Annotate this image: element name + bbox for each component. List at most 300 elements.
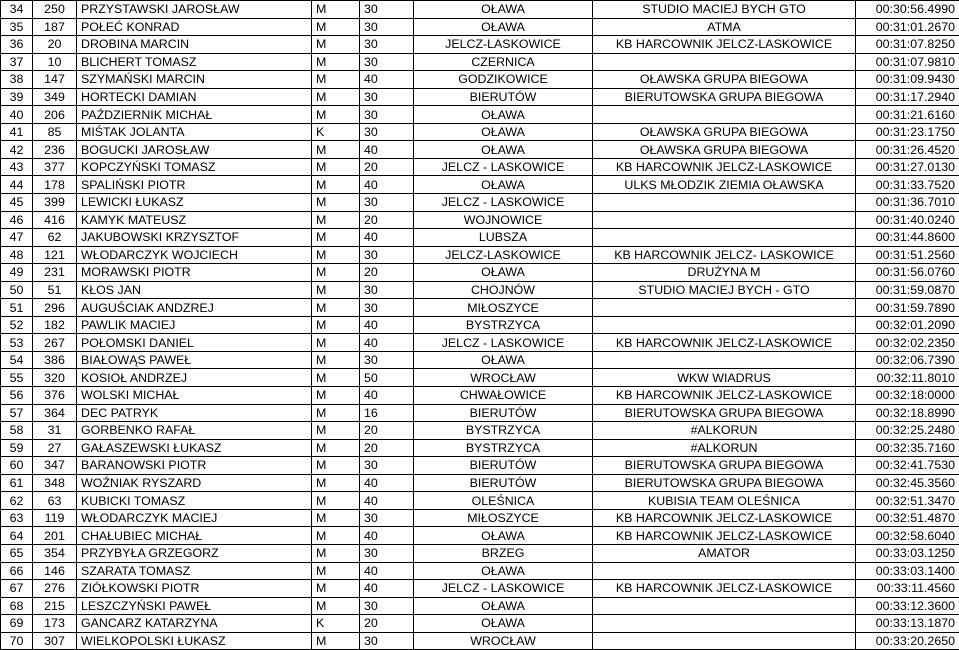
age-category-cell: 30 (360, 246, 414, 264)
finish-time-cell: 00:31:36.7010 (856, 194, 959, 212)
runner-name-cell: SZYMAŃSKI MARCIN (77, 71, 312, 89)
finish-time-cell: 00:31:17.2940 (856, 88, 959, 106)
finish-time-cell: 00:31:44.8600 (856, 229, 959, 247)
place-cell: 50 (1, 281, 33, 299)
gender-cell: M (312, 194, 360, 212)
bib-number-cell: 146 (33, 562, 77, 580)
runner-name-cell: AUGUŚCIAK ANDZREJ (77, 299, 312, 317)
runner-name-cell: BARANOWSKI PIOTR (77, 457, 312, 475)
finish-time-cell: 00:32:58.6040 (856, 527, 959, 545)
place-cell: 57 (1, 404, 33, 422)
place-cell: 55 (1, 369, 33, 387)
age-category-cell: 30 (360, 1, 414, 19)
table-row (1, 544, 959, 562)
place-cell: 54 (1, 351, 33, 369)
bib-number-cell: 307 (33, 632, 77, 650)
finish-time-cell: 00:32:02.2350 (856, 334, 959, 352)
table-row (1, 106, 959, 124)
runner-name-cell: ZIÓŁKOWSKI PIOTR (77, 580, 312, 598)
place-cell: 65 (1, 544, 33, 562)
bib-number-cell: 376 (33, 387, 77, 405)
place-cell: 59 (1, 439, 33, 457)
runner-name-cell: GANCARZ KATARZYNA (77, 615, 312, 633)
bib-number-cell: 119 (33, 509, 77, 527)
place-cell: 46 (1, 211, 33, 229)
table-row (1, 404, 959, 422)
place-cell: 48 (1, 246, 33, 264)
gender-cell: M (312, 492, 360, 510)
age-category-cell: 20 (360, 439, 414, 457)
place-cell: 35 (1, 18, 33, 36)
club-cell: AMATOR (593, 544, 856, 562)
gender-cell: M (312, 53, 360, 71)
gender-cell: K (312, 615, 360, 633)
table-row (1, 351, 959, 369)
bib-number-cell: 386 (33, 351, 77, 369)
runner-name-cell: BOGUCKI JAROSŁAW (77, 141, 312, 159)
table-row (1, 422, 959, 440)
place-cell: 38 (1, 71, 33, 89)
place-cell: 69 (1, 615, 33, 633)
city-cell: BYSTRZYCA (414, 439, 593, 457)
club-cell: KB HARCOWNIK JELCZ- LASKOWICE (593, 246, 856, 264)
place-cell: 41 (1, 123, 33, 141)
city-cell: JELCZ - LASKOWICE (414, 158, 593, 176)
bib-number-cell: 85 (33, 123, 77, 141)
table-row (1, 387, 959, 405)
place-cell: 63 (1, 509, 33, 527)
table-row (1, 509, 959, 527)
table-row (1, 1, 959, 19)
runner-name-cell: KOSIOŁ ANDRZEJ (77, 369, 312, 387)
runner-name-cell: GAŁASZEWSKI ŁUKASZ (77, 439, 312, 457)
city-cell: OŁAWA (414, 1, 593, 19)
city-cell: JELCZ - LASKOWICE (414, 334, 593, 352)
club-cell: OŁAWSKA GRUPA BIEGOWA (593, 71, 856, 89)
table-row (1, 264, 959, 282)
age-category-cell: 40 (360, 580, 414, 598)
gender-cell: M (312, 580, 360, 598)
finish-time-cell: 00:31:27.0130 (856, 158, 959, 176)
city-cell: BRZEG (414, 544, 593, 562)
table-row (1, 299, 959, 317)
club-cell: KB HARCOWNIK JELCZ-LASKOWICE (593, 36, 856, 54)
table-row (1, 580, 959, 598)
finish-time-cell: 00:31:21.6160 (856, 106, 959, 124)
age-category-cell: 40 (360, 141, 414, 159)
gender-cell: M (312, 264, 360, 282)
club-cell (593, 562, 856, 580)
runner-name-cell: SZARATA TOMASZ (77, 562, 312, 580)
place-cell: 34 (1, 1, 33, 19)
bib-number-cell: 231 (33, 264, 77, 282)
place-cell: 36 (1, 36, 33, 54)
table-row (1, 439, 959, 457)
runner-name-cell: HORTECKI DAMIAN (77, 88, 312, 106)
gender-cell: M (312, 632, 360, 650)
place-cell: 44 (1, 176, 33, 194)
club-cell: WKW WIADRUS (593, 369, 856, 387)
runner-name-cell: BLICHERT TOMASZ (77, 53, 312, 71)
city-cell: OŁAWA (414, 18, 593, 36)
gender-cell: M (312, 439, 360, 457)
club-cell: ULKS MŁODZIK ZIEMIA OŁAWSKA (593, 176, 856, 194)
finish-time-cell: 00:31:59.7890 (856, 299, 959, 317)
gender-cell: M (312, 527, 360, 545)
club-cell (593, 351, 856, 369)
age-category-cell: 20 (360, 211, 414, 229)
table-row (1, 316, 959, 334)
age-category-cell: 30 (360, 351, 414, 369)
place-cell: 39 (1, 88, 33, 106)
bib-number-cell: 296 (33, 299, 77, 317)
finish-time-cell: 00:32:35.7160 (856, 439, 959, 457)
finish-time-cell: 00:31:23.1750 (856, 123, 959, 141)
age-category-cell: 30 (360, 123, 414, 141)
age-category-cell: 30 (360, 106, 414, 124)
place-cell: 62 (1, 492, 33, 510)
finish-time-cell: 00:32:51.4870 (856, 509, 959, 527)
table-row (1, 229, 959, 247)
city-cell: JELCZ - LASKOWICE (414, 194, 593, 212)
finish-time-cell: 00:32:01.2090 (856, 316, 959, 334)
age-category-cell: 30 (360, 88, 414, 106)
table-row (1, 53, 959, 71)
runner-name-cell: KŁOS JAN (77, 281, 312, 299)
table-row (1, 88, 959, 106)
gender-cell: M (312, 369, 360, 387)
age-category-cell: 16 (360, 404, 414, 422)
age-category-cell: 20 (360, 615, 414, 633)
table-row (1, 334, 959, 352)
place-cell: 47 (1, 229, 33, 247)
age-category-cell: 30 (360, 544, 414, 562)
gender-cell: M (312, 229, 360, 247)
table-row (1, 492, 959, 510)
age-category-cell: 30 (360, 632, 414, 650)
city-cell: CHWAŁOWICE (414, 387, 593, 405)
finish-time-cell: 00:31:01.2670 (856, 18, 959, 36)
club-cell: KB HARCOWNIK JELCZ-LASKOWICE (593, 387, 856, 405)
city-cell: OLEŚNICA (414, 492, 593, 510)
finish-time-cell: 00:31:26.4520 (856, 141, 959, 159)
city-cell: OŁAWA (414, 106, 593, 124)
gender-cell: M (312, 176, 360, 194)
gender-cell: M (312, 422, 360, 440)
runner-name-cell: LEWICKI ŁUKASZ (77, 194, 312, 212)
bib-number-cell: 364 (33, 404, 77, 422)
bib-number-cell: 354 (33, 544, 77, 562)
runner-name-cell: WIELKOPOLSKI ŁUKASZ (77, 632, 312, 650)
table-row (1, 141, 959, 159)
finish-time-cell: 00:32:18:0000 (856, 387, 959, 405)
city-cell: OŁAWA (414, 176, 593, 194)
place-cell: 58 (1, 422, 33, 440)
finish-time-cell: 00:32:18.8990 (856, 404, 959, 422)
bib-number-cell: 31 (33, 422, 77, 440)
city-cell: BIERUTÓW (414, 404, 593, 422)
bib-number-cell: 215 (33, 597, 77, 615)
age-category-cell: 30 (360, 194, 414, 212)
runner-name-cell: SPALIŃSKI PIOTR (77, 176, 312, 194)
finish-time-cell: 00:31:07.8250 (856, 36, 959, 54)
club-cell (593, 632, 856, 650)
finish-time-cell: 00:33:03.1250 (856, 544, 959, 562)
club-cell: OŁAWSKA GRUPA BIEGOWA (593, 141, 856, 159)
place-cell: 67 (1, 580, 33, 598)
table-row (1, 194, 959, 212)
club-cell (593, 229, 856, 247)
gender-cell: M (312, 1, 360, 19)
runner-name-cell: MORAWSKI PIOTR (77, 264, 312, 282)
city-cell: JELCZ - LASKOWICE (414, 580, 593, 598)
city-cell: JELCZ-LASKOWICE (414, 36, 593, 54)
club-cell (593, 53, 856, 71)
city-cell: CHOJNÓW (414, 281, 593, 299)
age-category-cell: 40 (360, 387, 414, 405)
age-category-cell: 30 (360, 281, 414, 299)
finish-time-cell: 00:33:20.2650 (856, 632, 959, 650)
bib-number-cell: 27 (33, 439, 77, 457)
bib-number-cell: 399 (33, 194, 77, 212)
results-body (1, 1, 959, 650)
city-cell: OŁAWA (414, 351, 593, 369)
place-cell: 60 (1, 457, 33, 475)
club-cell: #ALKORUN (593, 439, 856, 457)
club-cell: BIERUTOWSKA GRUPA BIEGOWA (593, 88, 856, 106)
club-cell: OŁAWSKA GRUPA BIEGOWA (593, 123, 856, 141)
age-category-cell: 50 (360, 369, 414, 387)
runner-name-cell: PAWLIK MACIEJ (77, 316, 312, 334)
age-category-cell: 30 (360, 36, 414, 54)
age-category-cell: 30 (360, 457, 414, 475)
gender-cell: M (312, 404, 360, 422)
gender-cell: M (312, 88, 360, 106)
bib-number-cell: 182 (33, 316, 77, 334)
runner-name-cell: WOLSKI MICHAŁ (77, 387, 312, 405)
city-cell: OŁAWA (414, 264, 593, 282)
bib-number-cell: 62 (33, 229, 77, 247)
table-row (1, 158, 959, 176)
gender-cell: M (312, 281, 360, 299)
place-cell: 56 (1, 387, 33, 405)
table-row (1, 71, 959, 89)
club-cell: KB HARCOWNIK JELCZ-LASKOWICE (593, 527, 856, 545)
city-cell: OŁAWA (414, 597, 593, 615)
table-row (1, 615, 959, 633)
city-cell: WROCŁAW (414, 632, 593, 650)
bib-number-cell: 173 (33, 615, 77, 633)
table-row (1, 457, 959, 475)
city-cell: BIERUTÓW (414, 457, 593, 475)
club-cell: STUDIO MACIEJ BYCH GTO (593, 1, 856, 19)
age-category-cell: 40 (360, 562, 414, 580)
table-row (1, 369, 959, 387)
finish-time-cell: 00:33:13.1870 (856, 615, 959, 633)
gender-cell: M (312, 299, 360, 317)
bib-number-cell: 377 (33, 158, 77, 176)
table-row (1, 123, 959, 141)
bib-number-cell: 348 (33, 474, 77, 492)
club-cell: KUBISIA TEAM OLEŚNICA (593, 492, 856, 510)
age-category-cell: 40 (360, 229, 414, 247)
gender-cell: M (312, 36, 360, 54)
table-row (1, 632, 959, 650)
place-cell: 43 (1, 158, 33, 176)
gender-cell: M (312, 71, 360, 89)
club-cell: BIERUTOWSKA GRUPA BIEGOWA (593, 457, 856, 475)
runner-name-cell: LESZCZYŃSKI PAWEŁ (77, 597, 312, 615)
place-cell: 53 (1, 334, 33, 352)
finish-time-cell: 00:31:40.0240 (856, 211, 959, 229)
gender-cell: M (312, 474, 360, 492)
place-cell: 64 (1, 527, 33, 545)
finish-time-cell: 00:33:03.1400 (856, 562, 959, 580)
runner-name-cell: JAKUBOWSKI KRZYSZTOF (77, 229, 312, 247)
age-category-cell: 40 (360, 527, 414, 545)
bib-number-cell: 20 (33, 36, 77, 54)
bib-number-cell: 51 (33, 281, 77, 299)
place-cell: 37 (1, 53, 33, 71)
gender-cell: M (312, 211, 360, 229)
club-cell: #ALKORUN (593, 422, 856, 440)
city-cell: GODZIKOWICE (414, 71, 593, 89)
club-cell (593, 299, 856, 317)
age-category-cell: 20 (360, 158, 414, 176)
gender-cell: M (312, 387, 360, 405)
club-cell: KB HARCOWNIK JELCZ-LASKOWICE (593, 158, 856, 176)
city-cell: CZERNICA (414, 53, 593, 71)
gender-cell: M (312, 246, 360, 264)
age-category-cell: 20 (360, 264, 414, 282)
bib-number-cell: 347 (33, 457, 77, 475)
bib-number-cell: 416 (33, 211, 77, 229)
table-row (1, 597, 959, 615)
club-cell: KB HARCOWNIK JELCZ-LASKOWICE (593, 580, 856, 598)
city-cell: LUBSZA (414, 229, 593, 247)
table-row (1, 562, 959, 580)
city-cell: BYSTRZYCA (414, 316, 593, 334)
age-category-cell: 40 (360, 474, 414, 492)
club-cell: STUDIO MACIEJ BYCH - GTO (593, 281, 856, 299)
place-cell: 61 (1, 474, 33, 492)
table-row (1, 211, 959, 229)
gender-cell: M (312, 141, 360, 159)
finish-time-cell: 00:32:25.2480 (856, 422, 959, 440)
runner-name-cell: POŁEĆ KONRAD (77, 18, 312, 36)
runner-name-cell: WŁODARCZYK MACIEJ (77, 509, 312, 527)
place-cell: 70 (1, 632, 33, 650)
runner-name-cell: DROBINA MARCIN (77, 36, 312, 54)
city-cell: BYSTRZYCA (414, 422, 593, 440)
finish-time-cell: 00:31:33.7520 (856, 176, 959, 194)
bib-number-cell: 250 (33, 1, 77, 19)
finish-time-cell: 00:33:11.4560 (856, 580, 959, 598)
table-row (1, 36, 959, 54)
age-category-cell: 30 (360, 53, 414, 71)
place-cell: 49 (1, 264, 33, 282)
table-row (1, 527, 959, 545)
age-category-cell: 40 (360, 492, 414, 510)
runner-name-cell: WŁODARCZYK WOJCIECH (77, 246, 312, 264)
gender-cell: M (312, 351, 360, 369)
city-cell: WROCŁAW (414, 369, 593, 387)
bib-number-cell: 349 (33, 88, 77, 106)
place-cell: 42 (1, 141, 33, 159)
runner-name-cell: POŁOMSKI DANIEL (77, 334, 312, 352)
finish-time-cell: 00:32:11.8010 (856, 369, 959, 387)
gender-cell: M (312, 562, 360, 580)
city-cell: OŁAWA (414, 141, 593, 159)
place-cell: 52 (1, 316, 33, 334)
finish-time-cell: 00:31:09.9430 (856, 71, 959, 89)
city-cell: MIŁOSZYCE (414, 299, 593, 317)
club-cell (593, 106, 856, 124)
bib-number-cell: 63 (33, 492, 77, 510)
club-cell: BIERUTOWSKA GRUPA BIEGOWA (593, 474, 856, 492)
table-row (1, 176, 959, 194)
runner-name-cell: WOŹNIAK RYSZARD (77, 474, 312, 492)
bib-number-cell: 147 (33, 71, 77, 89)
age-category-cell: 40 (360, 334, 414, 352)
club-cell: KB HARCOWNIK JELCZ-LASKOWICE (593, 334, 856, 352)
city-cell: JELCZ-LASKOWICE (414, 246, 593, 264)
city-cell: OŁAWA (414, 615, 593, 633)
club-cell: ATMA (593, 18, 856, 36)
finish-time-cell: 00:31:59.0870 (856, 281, 959, 299)
runner-name-cell: CHAŁUBIEC MICHAŁ (77, 527, 312, 545)
bib-number-cell: 187 (33, 18, 77, 36)
finish-time-cell: 00:32:06.7390 (856, 351, 959, 369)
bib-number-cell: 320 (33, 369, 77, 387)
bib-number-cell: 178 (33, 176, 77, 194)
gender-cell: M (312, 18, 360, 36)
club-cell (593, 211, 856, 229)
bib-number-cell: 276 (33, 580, 77, 598)
gender-cell: K (312, 123, 360, 141)
age-category-cell: 30 (360, 509, 414, 527)
place-cell: 45 (1, 194, 33, 212)
finish-time-cell: 00:31:51.2560 (856, 246, 959, 264)
bib-number-cell: 201 (33, 527, 77, 545)
finish-time-cell: 00:31:07.9810 (856, 53, 959, 71)
age-category-cell: 20 (360, 422, 414, 440)
age-category-cell: 30 (360, 18, 414, 36)
age-category-cell: 30 (360, 597, 414, 615)
place-cell: 51 (1, 299, 33, 317)
club-cell (593, 615, 856, 633)
gender-cell: M (312, 334, 360, 352)
club-cell (593, 194, 856, 212)
place-cell: 40 (1, 106, 33, 124)
runner-name-cell: KAMYK MATEUSZ (77, 211, 312, 229)
gender-cell: M (312, 544, 360, 562)
age-category-cell: 30 (360, 299, 414, 317)
finish-time-cell: 00:32:45.3560 (856, 474, 959, 492)
club-cell (593, 316, 856, 334)
runner-name-cell: DEC PATRYK (77, 404, 312, 422)
runner-name-cell: BIAŁOWĄS PAWEŁ (77, 351, 312, 369)
gender-cell: M (312, 158, 360, 176)
finish-time-cell: 00:30:56.4990 (856, 1, 959, 19)
gender-cell: M (312, 316, 360, 334)
age-category-cell: 40 (360, 176, 414, 194)
bib-number-cell: 267 (33, 334, 77, 352)
finish-time-cell: 00:31:56.0760 (856, 264, 959, 282)
runner-name-cell: PAŹDZIERNIK MICHAŁ (77, 106, 312, 124)
bib-number-cell: 236 (33, 141, 77, 159)
runner-name-cell: KUBICKI TOMASZ (77, 492, 312, 510)
